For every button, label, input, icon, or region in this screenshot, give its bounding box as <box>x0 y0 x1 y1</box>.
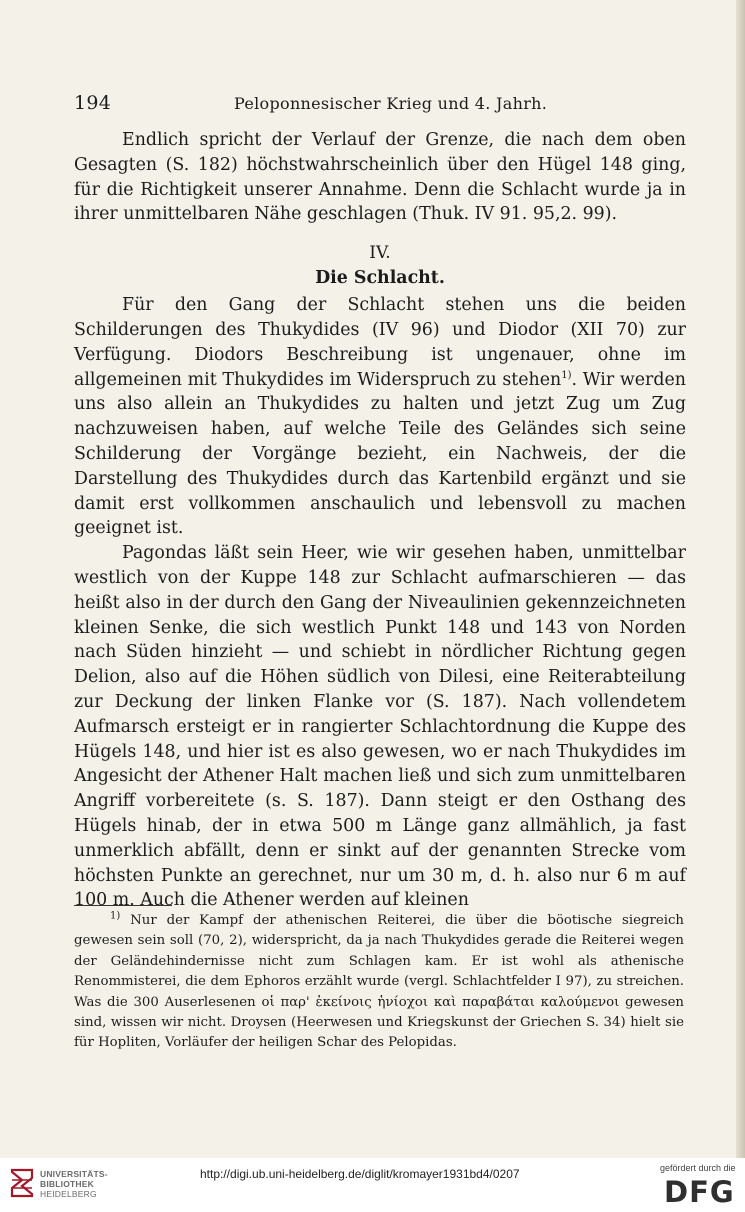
footnotes <box>74 911 684 1054</box>
viewer-footer <box>0 1158 745 1212</box>
paragraph <box>74 293 686 541</box>
footnote-reference[interactable]: 1) <box>561 369 572 381</box>
paragraph-text: Für den Gang der Schlacht stehen uns die beiden Schilderungen des Thukydides (IV 96) und Diodor (XII 70) zur Verfügung. Diodors Beschreibung ist ungenauer, ohne im allgemeinen mit Thukydides im Widerspruch zu stehen <box>74 295 686 390</box>
page-edge <box>736 0 745 1158</box>
running-head <box>74 92 684 118</box>
running-head-title: Peloponnesischer Krieg und 4. Jahrh. <box>234 94 548 113</box>
library-name-line: UNIVERSITÄTS- <box>40 1169 108 1179</box>
funding-note: gefördert durch die <box>660 1163 736 1173</box>
library-name-line: HEIDELBERG <box>40 1189 97 1199</box>
permalink-url[interactable]: http://digi.ub.uni-heidelberg.de/diglit/kromayer1931bd4/0207 <box>200 1167 520 1181</box>
section-title: Die Schlacht. <box>315 268 445 289</box>
main-text <box>74 128 686 913</box>
paragraph: Pagondas läßt sein Heer, wie wir gesehen haben, unmittelbar westlich von der Kuppe 148 zur Schlacht aufmarschieren — das heißt also in der durch den Gang der Niveaulinien gekennzeichneten kleinen Senke, die sich westlich Punkt 148 und 143 von Norden nach Süden hinzieht — und schiebt in nördlicher Richtung gegen Delion, also auf die Höhen südlich von Dilesi, eine Reiterabteilung zur Deckung der linken Flanke vor (S. 187). Nach vollendetem Aufmarsch ersteigt er in rangierter Schlachtordnung die Kuppe des Hügels 148, und hier ist es also gewesen, wo er nach Thukydides im Angesicht der Athener Halt machen ließ und sich zum unmittelbaren Angriff vorbereitete (s. S. 187). Dann steigt er den Osthang des Hügels hinab, der in etwa 500 m Länge ganz allmählich, ja fast unmerklich abfällt, denn er sinkt auf der genannten Strecke vom höchsten Punkte an gerechnet, nur um 30 m, d. h. also nur 6 m auf 100 m. Auch die Athener werden auf kleinen <box>74 543 686 911</box>
section-number: IV. <box>369 243 391 264</box>
dfg-logo[interactable]: DFG <box>664 1175 735 1209</box>
library-name[interactable] <box>40 1169 108 1199</box>
footnote <box>74 911 684 1054</box>
footnote-marker: 1) <box>110 910 121 922</box>
paragraph: Endlich spricht der Verlauf der Grenze, die nach dem oben Gesagten (S. 182) höchstwahrscheinlich über den Hügel 148 ging, für die Richtigkeit unserer Annahme. Denn die Schlacht wurde ja in ihrer unmittelbaren Nähe geschlagen (Thuk. IV 91. 95,2. 99). <box>74 130 686 225</box>
footnote-divider <box>74 905 172 906</box>
university-library-logo-icon[interactable] <box>8 1166 36 1200</box>
footnote-text: Nur der Kampf der athenischen Reiterei, die über die böotische siegreich gewesen sein soll (70, 2), widerspricht, da ja nach Thukydides gerade die Reiterei wegen der Geländehindernisse nicht zum Schlagen kam. Er ist wohl als athenische Renommisterei, die dem Ephoros erzählt wurde (vergl. Schlachtfelder I 97), zu streichen. Was die 300 Auserlesenen οἱ παρ' ἐκείνοις ἡνίοχοι καὶ παραβάται καλούμενοι gewesen sind, wissen wir nicht. Droysen (Heerwesen und Kriegskunst der Griechen S. 34) hielt sie für Hopliten, Vorläufer der heiligen Schar des Pelopidas. <box>74 913 684 1051</box>
paragraph-text: . Wir werden uns also allein an Thukydides zu halten und jetzt Zug um Zug nachzuweisen haben, auf welche Teile des Geländes sich seine Schilderung der Vorgänge bezieht, ein Nachweis, der die Darstellung des Thukydides durch das Kartenbild ergänzt und sie damit erst vollkommen anschaulich und lebensvoll zu machen geeignet ist. <box>74 369 686 539</box>
library-name-line: BIBLIOTHEK <box>40 1179 94 1189</box>
page-number: 194 <box>74 92 112 114</box>
